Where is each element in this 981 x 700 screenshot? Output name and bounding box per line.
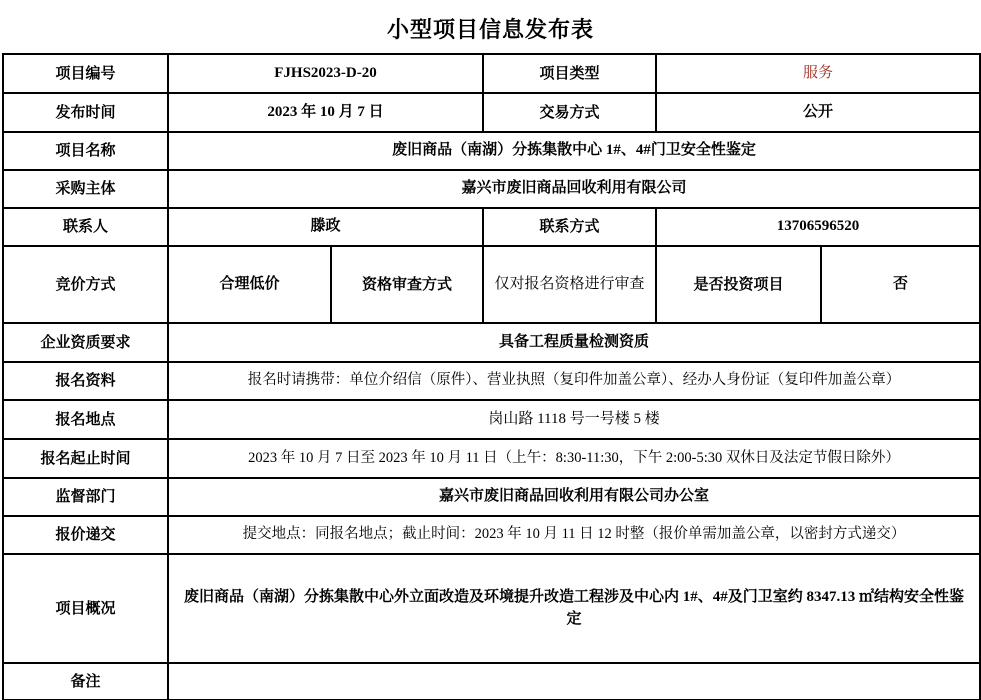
registration-period-value: 2023 年 10 月 7 日至 2023 年 10 月 11 日（上午：8:30-11:30，下午 2:00-5:30 双休日及法定节假日除外） [168, 439, 980, 478]
table-row [3, 132, 980, 170]
table-row [3, 554, 980, 663]
project-code-value: FJHS2023-D-20 [168, 54, 483, 93]
project-overview-value: 废旧商品（南湖）分拣集散中心外立面改造及环境提升改造工程涉及中心内 1#、4#及门卫室约 8347.13 ㎡结构安全性鉴定 [168, 554, 980, 663]
registration-address-value: 岗山路 1118 号一号楼 5 楼 [168, 400, 980, 439]
table-row [3, 208, 980, 246]
table-row [3, 323, 980, 362]
project-info-table [2, 53, 981, 700]
bidding-method-label: 竞价方式 [3, 246, 168, 323]
project-name-label: 项目名称 [3, 132, 168, 170]
table-row [3, 362, 980, 400]
trade-method-label: 交易方式 [483, 93, 656, 132]
table-row [3, 93, 980, 132]
table-row [3, 516, 980, 554]
enterprise-qualification-label: 企业资质要求 [3, 323, 168, 362]
table-row [3, 246, 980, 323]
contact-phone-value: 13706596520 [656, 208, 980, 246]
contact-person-label: 联系人 [3, 208, 168, 246]
is-investment-project-label: 是否投资项目 [656, 246, 821, 323]
registration-materials-value: 报名时请携带：单位介绍信（原件）、营业执照（复印件加盖公章）、经办人身份证（复印件加盖公章） [168, 362, 980, 400]
enterprise-qualification-value: 具备工程质量检测资质 [168, 323, 980, 362]
is-investment-project-value: 否 [821, 246, 980, 323]
trade-method-value: 公开 [656, 93, 980, 132]
table-row [3, 54, 980, 93]
project-overview-label: 项目概况 [3, 554, 168, 663]
registration-materials-label: 报名资料 [3, 362, 168, 400]
table-row [3, 400, 980, 439]
publish-date-value: 2023 年 10 月 7 日 [168, 93, 483, 132]
purchaser-value: 嘉兴市废旧商品回收利用有限公司 [168, 170, 980, 208]
quote-submission-label: 报价递交 [3, 516, 168, 554]
project-type-value: 服务 [656, 54, 980, 93]
remarks-value [168, 663, 980, 700]
registration-address-label: 报名地点 [3, 400, 168, 439]
contact-phone-label: 联系方式 [483, 208, 656, 246]
remarks-label: 备注 [3, 663, 168, 700]
supervision-department-label: 监督部门 [3, 478, 168, 516]
contact-person-value: 滕政 [168, 208, 483, 246]
project-code-label: 项目编号 [3, 54, 168, 93]
project-name-value: 废旧商品（南湖）分拣集散中心 1#、4#门卫安全性鉴定 [168, 132, 980, 170]
qualification-review-label: 资格审查方式 [331, 246, 483, 323]
qualification-review-value: 仅对报名资格进行审查 [483, 246, 656, 323]
quote-submission-value: 提交地点：同报名地点；截止时间：2023 年 10 月 11 日 12 时整（报价单需加盖公章，以密封方式递交） [168, 516, 980, 554]
purchaser-label: 采购主体 [3, 170, 168, 208]
project-type-label: 项目类型 [483, 54, 656, 93]
table-row [3, 663, 980, 700]
table-row [3, 439, 980, 478]
table-row [3, 478, 980, 516]
supervision-department-value: 嘉兴市废旧商品回收利用有限公司办公室 [168, 478, 980, 516]
bidding-method-value: 合理低价 [168, 246, 331, 323]
registration-period-label: 报名起止时间 [3, 439, 168, 478]
page-title: 小型项目信息发布表 [386, 17, 594, 42]
table-row [3, 170, 980, 208]
publish-date-label: 发布时间 [3, 93, 168, 132]
